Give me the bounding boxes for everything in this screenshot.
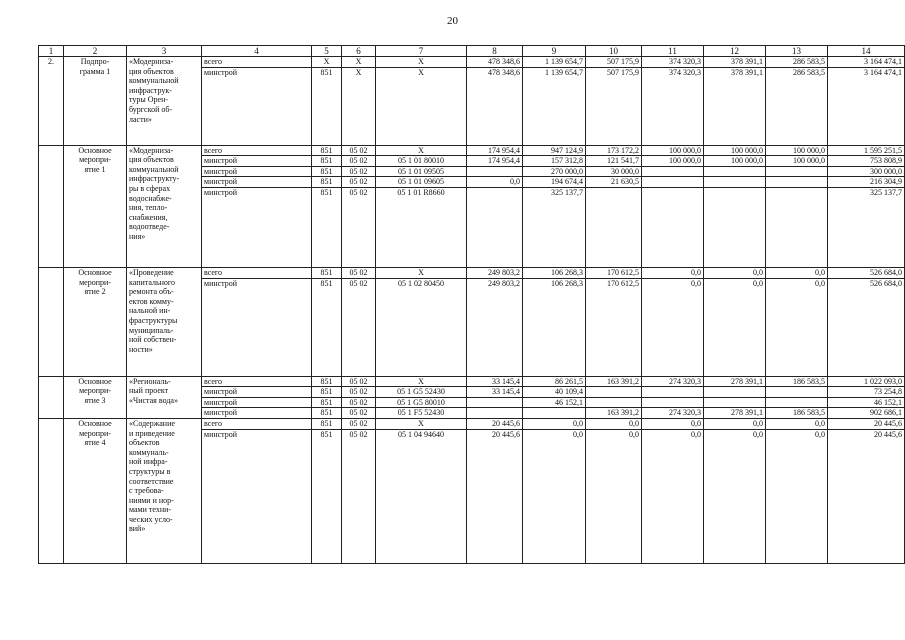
table-cell-col-4: минстрой: [202, 278, 312, 376]
table-cell-col-14: 1 022 093,0: [828, 376, 905, 387]
table-cell-col-10: 163 391,2: [586, 408, 642, 419]
table-cell-col-9: 46 152,1: [523, 397, 586, 408]
table-cell-col-9: 40 109,4: [523, 387, 586, 398]
table-cell-col-7: 05 1 01 80010: [376, 156, 467, 167]
table-cell-col-13: 286 583,5: [766, 57, 828, 68]
table-cell-col-12: [704, 387, 766, 398]
table-cell-col-10: 0,0: [586, 429, 642, 563]
table-cell-col-4: минстрой: [202, 429, 312, 563]
table-cell-col-5: 851: [312, 145, 342, 156]
table-cell-col-4: минстрой: [202, 177, 312, 188]
table-cell-col-8: 174 954,4: [467, 156, 523, 167]
table-cell-col-11: 0,0: [642, 267, 704, 278]
table-cell-col-4: минстрой: [202, 187, 312, 267]
table-cell-col-8: 174 954,4: [467, 145, 523, 156]
event-name: «Модерниза- ция объектов коммунальной инфраструкту- ры в сферах водоснабже- ния, тепло- снабжения, водоотведе- ния»: [127, 145, 202, 267]
table-cell-col-4: минстрой: [202, 397, 312, 408]
table-cell-col-11: 100 000,0: [642, 145, 704, 156]
table-cell-col-13: [766, 187, 828, 267]
table-cell-col-10: [586, 187, 642, 267]
table-cell-col-13: [766, 166, 828, 177]
table-cell-col-14: 216 304,9: [828, 177, 905, 188]
table-cell-col-8: 249 803,2: [467, 278, 523, 376]
table-cell-col-6: X: [342, 57, 376, 68]
table-cell-col-6: 05 02: [342, 187, 376, 267]
table-cell-col-7: X: [376, 57, 467, 68]
table-cell-col-10: 21 630,5: [586, 177, 642, 188]
table-cell-col-4: минстрой: [202, 166, 312, 177]
column-header-8: 8: [467, 46, 523, 57]
table-cell-col-14: 300 000,0: [828, 166, 905, 177]
table-cell-col-14: 1 595 251,5: [828, 145, 905, 156]
table-cell-col-7: 05 1 F5 52430: [376, 408, 467, 419]
table-cell-col-12: 100 000,0: [704, 156, 766, 167]
table-cell-col-9: 106 268,3: [523, 267, 586, 278]
table-cell-col-14: 325 137,7: [828, 187, 905, 267]
table-row: [39, 418, 905, 429]
table-cell-col-8: [467, 187, 523, 267]
table-cell-col-13: 0,0: [766, 267, 828, 278]
table-cell-col-12: 378 391,1: [704, 57, 766, 68]
table-cell-col-6: 05 02: [342, 376, 376, 387]
row-number: 2.: [39, 57, 64, 146]
table-cell-col-7: 05 1 01 09505: [376, 166, 467, 177]
table-cell-col-9: 1 139 654,7: [523, 57, 586, 68]
table-cell-col-5: 851: [312, 156, 342, 167]
table-cell-col-11: 374 320,3: [642, 57, 704, 68]
table-cell-col-14: 526 684,0: [828, 267, 905, 278]
table-cell-col-9: 947 124,9: [523, 145, 586, 156]
table-cell-col-11: 0,0: [642, 429, 704, 563]
table-cell-col-4: всего: [202, 376, 312, 387]
column-header-12: 12: [704, 46, 766, 57]
table-cell-col-14: 20 445,6: [828, 429, 905, 563]
table-cell-col-13: [766, 177, 828, 188]
column-header-10: 10: [586, 46, 642, 57]
table-cell-col-5: 851: [312, 408, 342, 419]
table-cell-col-13: 186 583,5: [766, 376, 828, 387]
column-header-5: 5: [312, 46, 342, 57]
table-cell-col-4: минстрой: [202, 408, 312, 419]
budget-table: [38, 45, 905, 564]
table-cell-col-5: 851: [312, 267, 342, 278]
table-cell-col-7: X: [376, 376, 467, 387]
column-header-13: 13: [766, 46, 828, 57]
table-cell-col-11: 274 320,3: [642, 408, 704, 419]
table-cell-col-11: 274 320,3: [642, 376, 704, 387]
table-cell-col-13: 0,0: [766, 418, 828, 429]
table-row: [39, 57, 905, 68]
event-name: «Региональ- ный проект «Чистая вода»: [127, 376, 202, 418]
table-cell-col-8: 249 803,2: [467, 267, 523, 278]
table-cell-col-10: [586, 397, 642, 408]
program-name: Основное меропри- ятие 4: [64, 418, 127, 563]
table-cell-col-11: 0,0: [642, 278, 704, 376]
table-cell-col-7: 05 1 01 09605: [376, 177, 467, 188]
table-cell-col-9: 270 000,0: [523, 166, 586, 177]
table-cell-col-8: [467, 408, 523, 419]
header-row: [39, 46, 905, 57]
row-number: [39, 418, 64, 563]
table-cell-col-7: 05 1 01 R8660: [376, 187, 467, 267]
table-cell-col-9: 0,0: [523, 429, 586, 563]
table-row: [39, 267, 905, 278]
table-cell-col-8: 20 445,6: [467, 429, 523, 563]
table-cell-col-6: 05 02: [342, 177, 376, 188]
table-cell-col-14: 902 686,1: [828, 408, 905, 419]
column-header-14: 14: [828, 46, 905, 57]
table-cell-col-8: [467, 166, 523, 177]
table-cell-col-7: X: [376, 67, 467, 145]
table-cell-col-4: минстрой: [202, 67, 312, 145]
table-cell-col-7: X: [376, 267, 467, 278]
table-cell-col-9: 157 312,8: [523, 156, 586, 167]
table-cell-col-13: [766, 387, 828, 398]
row-number: [39, 145, 64, 267]
table-cell-col-5: 851: [312, 429, 342, 563]
table-cell-col-6: X: [342, 67, 376, 145]
table-cell-col-7: 05 1 04 94640: [376, 429, 467, 563]
table-cell-col-4: всего: [202, 57, 312, 68]
table-cell-col-14: 73 254,8: [828, 387, 905, 398]
table-cell-col-14: 3 164 474,1: [828, 67, 905, 145]
table-cell-col-12: 0,0: [704, 429, 766, 563]
table-cell-col-7: 05 1 G5 80010: [376, 397, 467, 408]
table-cell-col-12: [704, 166, 766, 177]
table-cell-col-14: 20 445,6: [828, 418, 905, 429]
table-cell-col-8: 33 145,4: [467, 387, 523, 398]
table-cell-col-10: 173 172,2: [586, 145, 642, 156]
table-cell-col-5: 851: [312, 397, 342, 408]
table-cell-col-10: [586, 387, 642, 398]
column-header-11: 11: [642, 46, 704, 57]
table-cell-col-13: 286 583,5: [766, 67, 828, 145]
column-header-1: 1: [39, 46, 64, 57]
table-cell-col-9: [523, 408, 586, 419]
table-cell-col-5: 851: [312, 166, 342, 177]
table-cell-col-11: [642, 166, 704, 177]
program-name: Основное меропри- ятие 1: [64, 145, 127, 267]
table-cell-col-8: [467, 397, 523, 408]
table-cell-col-9: 1 139 654,7: [523, 67, 586, 145]
table-cell-col-11: 0,0: [642, 418, 704, 429]
table-cell-col-12: 0,0: [704, 267, 766, 278]
table-cell-col-5: 851: [312, 376, 342, 387]
table-cell-col-5: 851: [312, 278, 342, 376]
table-cell-col-5: 851: [312, 387, 342, 398]
table-cell-col-6: 05 02: [342, 145, 376, 156]
table-cell-col-6: 05 02: [342, 387, 376, 398]
event-name: «Содержание и приведение объектов коммуналь- ной инфра- структуры в соответствие с требова- ниями и нор- мами техни- ческих усло- вий»: [127, 418, 202, 563]
column-header-6: 6: [342, 46, 376, 57]
table-cell-col-14: 3 164 474,1: [828, 57, 905, 68]
table-cell-col-12: 378 391,1: [704, 67, 766, 145]
table-cell-col-14: 753 808,9: [828, 156, 905, 167]
table-cell-col-4: всего: [202, 267, 312, 278]
column-header-3: 3: [127, 46, 202, 57]
table-cell-col-10: 0,0: [586, 418, 642, 429]
table-cell-col-10: 170 612,5: [586, 278, 642, 376]
table-cell-col-10: 30 000,0: [586, 166, 642, 177]
table-cell-col-10: 121 541,7: [586, 156, 642, 167]
table-cell-col-4: всего: [202, 145, 312, 156]
column-header-2: 2: [64, 46, 127, 57]
table-cell-col-6: 05 02: [342, 156, 376, 167]
table-cell-col-11: [642, 397, 704, 408]
table-cell-col-10: 163 391,2: [586, 376, 642, 387]
program-name: Основное меропри- ятие 2: [64, 267, 127, 376]
table-cell-col-13: 0,0: [766, 278, 828, 376]
page-number: 20: [447, 15, 458, 27]
table-cell-col-9: 194 674,4: [523, 177, 586, 188]
table-cell-col-5: 851: [312, 418, 342, 429]
table-cell-col-6: 05 02: [342, 418, 376, 429]
table-cell-col-11: [642, 387, 704, 398]
table-cell-col-8: 478 348,6: [467, 67, 523, 145]
table-cell-col-8: 0,0: [467, 177, 523, 188]
program-name: Подпро- грамма 1: [64, 57, 127, 146]
table-cell-col-5: X: [312, 57, 342, 68]
table-cell-col-12: 278 391,1: [704, 376, 766, 387]
row-number: [39, 267, 64, 376]
table-cell-col-8: 478 348,6: [467, 57, 523, 68]
table-cell-col-4: минстрой: [202, 387, 312, 398]
table-cell-col-6: 05 02: [342, 429, 376, 563]
table-cell-col-6: 05 02: [342, 278, 376, 376]
table-cell-col-13: [766, 397, 828, 408]
table-cell-col-9: 0,0: [523, 418, 586, 429]
table-cell-col-6: 05 02: [342, 408, 376, 419]
table-cell-col-13: 0,0: [766, 429, 828, 563]
table-cell-col-9: 86 261,5: [523, 376, 586, 387]
table-cell-col-5: 851: [312, 67, 342, 145]
table-cell-col-6: 05 02: [342, 267, 376, 278]
table-cell-col-13: 100 000,0: [766, 145, 828, 156]
table-cell-col-7: X: [376, 145, 467, 156]
table-cell-col-10: 507 175,9: [586, 67, 642, 145]
program-name: Основное меропри- ятие 3: [64, 376, 127, 418]
table-cell-col-6: 05 02: [342, 397, 376, 408]
column-header-7: 7: [376, 46, 467, 57]
table-cell-col-11: [642, 177, 704, 188]
table-cell-col-10: 170 612,5: [586, 267, 642, 278]
table-cell-col-12: [704, 187, 766, 267]
table-cell-col-9: 106 268,3: [523, 278, 586, 376]
table-cell-col-12: 100 000,0: [704, 145, 766, 156]
table-cell-col-8: 20 445,6: [467, 418, 523, 429]
table-cell-col-12: 0,0: [704, 418, 766, 429]
table-cell-col-12: [704, 177, 766, 188]
table-cell-col-7: 05 1 G5 52430: [376, 387, 467, 398]
row-number: [39, 376, 64, 418]
table-row: [39, 376, 905, 387]
table-cell-col-5: 851: [312, 187, 342, 267]
table-cell-col-11: 100 000,0: [642, 156, 704, 167]
table-cell-col-7: X: [376, 418, 467, 429]
table-cell-col-13: 100 000,0: [766, 156, 828, 167]
table-cell-col-7: 05 1 02 80450: [376, 278, 467, 376]
table-cell-col-12: 0,0: [704, 278, 766, 376]
column-header-9: 9: [523, 46, 586, 57]
table-cell-col-4: всего: [202, 418, 312, 429]
column-header-4: 4: [202, 46, 312, 57]
table-cell-col-6: 05 02: [342, 166, 376, 177]
event-name: «Модерниза- ция объектов коммунальной инфраструк- туры Орен- бургской об- ласти»: [127, 57, 202, 146]
table-row: [39, 145, 905, 156]
table-cell-col-12: 278 391,1: [704, 408, 766, 419]
table-cell-col-5: 851: [312, 177, 342, 188]
table-cell-col-4: минстрой: [202, 156, 312, 167]
table-cell-col-9: 325 137,7: [523, 187, 586, 267]
table-cell-col-12: [704, 397, 766, 408]
event-name: «Проведение капитального ремонта объ- ектов комму- нальной ин- фраструктуры муниципаль- ной собствен- ности»: [127, 267, 202, 376]
table-cell-col-14: 526 684,0: [828, 278, 905, 376]
table-cell-col-10: 507 175,9: [586, 57, 642, 68]
table-cell-col-13: 186 583,5: [766, 408, 828, 419]
table-cell-col-8: 33 145,4: [467, 376, 523, 387]
table-cell-col-11: [642, 187, 704, 267]
table-cell-col-11: 374 320,3: [642, 67, 704, 145]
table-cell-col-14: 46 152,1: [828, 397, 905, 408]
